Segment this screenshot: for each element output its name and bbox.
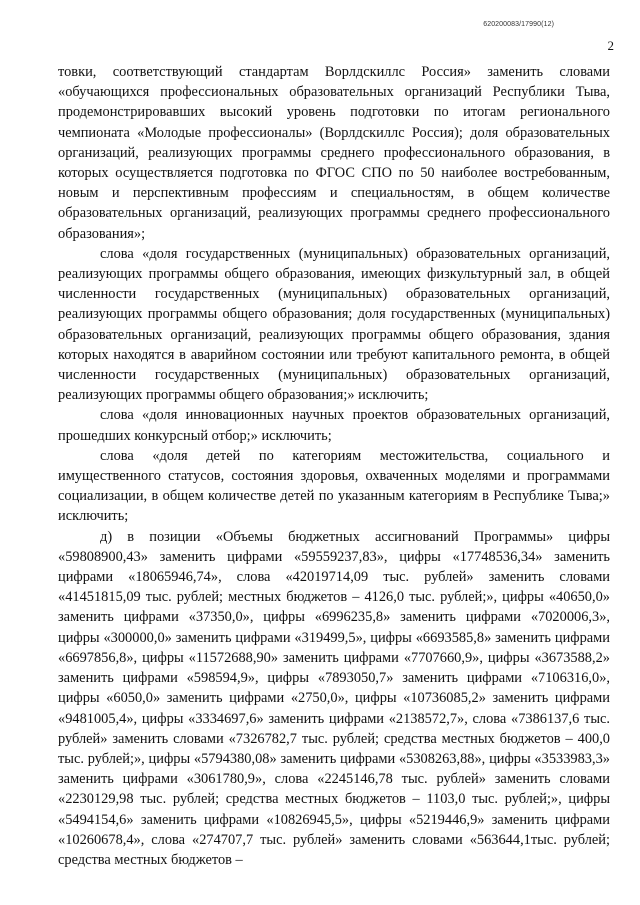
paragraph-continuation: товки, соответствующий стандартам Ворлдскиллс Россия» заменить словами «обучающихся профессиональных образовательных организаций Республики Тыва, продемонстрировавших высокий уровень подготовки по итогам регионального чемпионата «Молодые профессионалы» (Ворлдскиллс Россия); доля образовательных организаций, реализующих программы среднего профессионального образования, в которых осуществляется подготовка по ФГОС СПО по 50 наиболее востребованным, новым и перспективным профессиям и специальностям, в общем количестве образовательных организаций, реализующих программы среднего профессионального образования»; xyxy=(58,64,610,242)
document-body xyxy=(58,62,610,870)
page-number: 2 xyxy=(607,38,614,53)
paragraph-innovation-projects: слова «доля инновационных научных проектов образовательных организаций, прошедших конкурсный отбор;» исключить; xyxy=(58,407,610,444)
paragraph-children-categories: слова «доля детей по категориям местожительства, социального и имущественного статусов, состояния здоровья, охваченных моделями и программами социализации, в общем количестве детей по указанным категориям в Республике Тыва;» исключить; xyxy=(58,447,610,525)
paragraph-sport-halls: слова «доля государственных (муниципальных) образовательных организаций, реализующих программы общего образования, имеющих физкультурный зал, в общей численности государственных (муниципальных) образовательных организаций, реализующих программы общего образования; доля государственных (муниципальных) образовательных организаций, реализующих программы общего образования, здания которых находятся в аварийном состоянии или требуют капитального ремонта, в общей численности государственных (муниципальных) образовательных организаций, реализующих программы общего образования;» исключить; xyxy=(58,245,610,404)
document-id: 620200083/17990(12) xyxy=(483,21,554,28)
paragraph-budget-allocations: д) в позиции «Объемы бюджетных ассигнований Программы» цифры «59808900,43» заменить цифрами «59559237,83», цифры «17748536,34» заменить цифрами «18065946,74», слова «42019714,09 тыс. рублей» заменить словами «41451815,09 тыс. рублей; местных бюджетов – 4126,0 тыс. рублей;», цифры «40650,0» заменить цифрами «37350,0», цифры «6996235,8» заменить цифрами «7020006,3», цифры «300000,0» заменить цифрами «319499,5», цифры «6693585,8» заменить цифрами «6697856,8», цифры «11572688,90» заменить цифрами «7707660,9», цифры «3673588,2» заменить цифрами «598594,9», цифры «7893050,7» заменить цифрами «7106316,0», цифры «6050,0» заменить цифрами «2750,0», цифры «10736085,2» заменить цифрами «9481005,4», цифры «3334697,6» заменить цифрами «2138572,7», слова «7386137,6 тыс. рублей» заменить словами «7326782,7 тыс. рублей; средства местных бюджетов – 400,0 тыс. рублей;», цифры «5794380,08» заменить цифрами «5308263,88», цифры «3533983,3» заменить цифрами «3061780,9», слова «2245146,78 тыс. рублей» заменить словами «2230129,98 тыс. рублей; средства местных бюджетов – 1103,0 тыс. рублей;», цифры «5494154,6» заменить цифрами «10826945,5», цифры «5219446,9» заменить цифрами «10260678,4», слова «274707,7 тыс. рублей» заменить словами «563644,1тыс. рублей; средства местных бюджетов – xyxy=(58,528,610,868)
